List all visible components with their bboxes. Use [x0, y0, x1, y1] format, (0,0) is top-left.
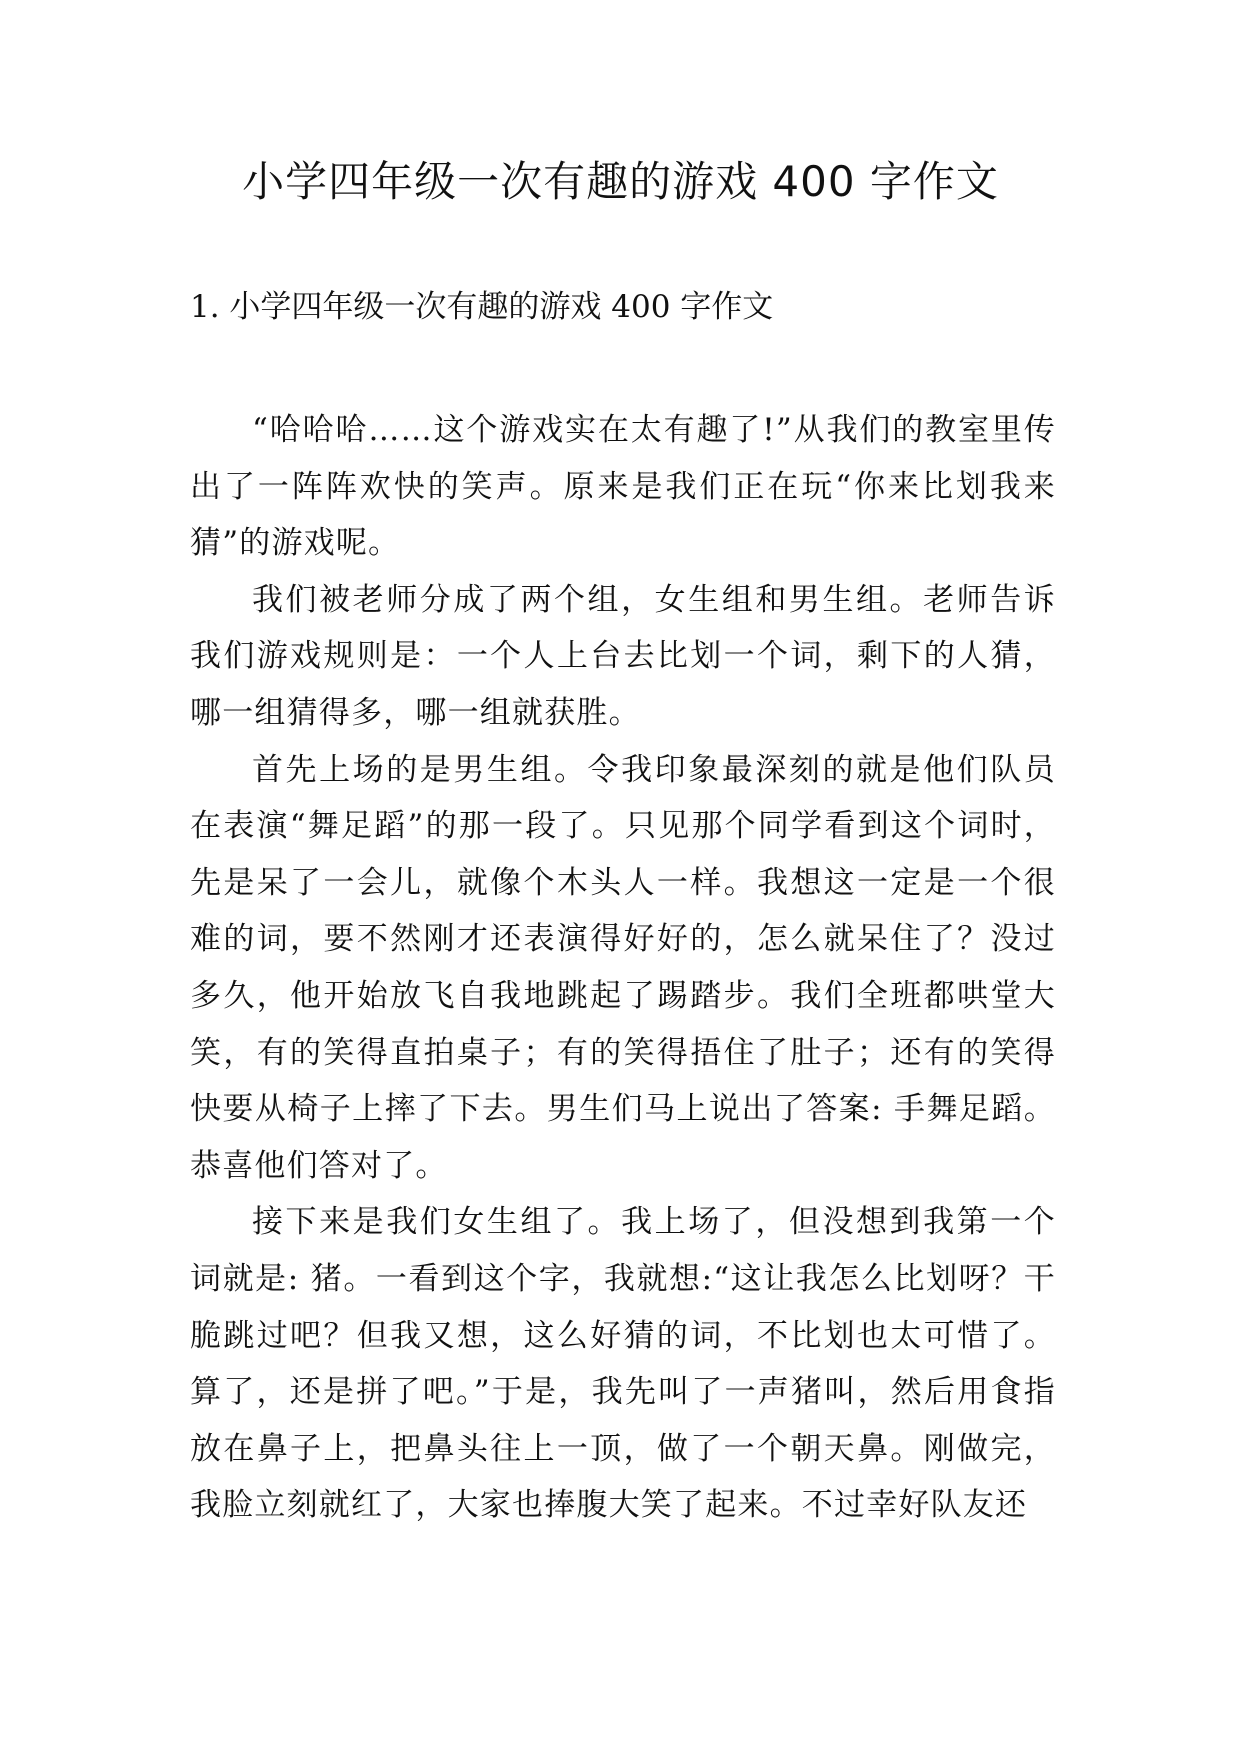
paragraph-1: “哈哈哈……这个游戏实在太有趣了!”从我们的教室里传出了一阵阵欢快的笑声。原来是我们正在玩“你来比划我来猜”的游戏呢。 [190, 412, 1056, 562]
section-heading: 1. 小学四年级一次有趣的游戏 400 字作文 [190, 289, 774, 325]
paragraph-4: 接下来是我们女生组了。我上场了，但没想到我第一个词就是: 猪。一看到这个字，我就想:“这让我怎么比划呀？干脆跳过吧？但我又想，这么好猜的词，不比划也太可惜了。算了，还是拼了吧。”于是，我先叫了一声猪叫，然后用食指放在鼻子上，把鼻头往上一顶，做了一个朝天鼻。刚做完，我脸立刻就红了，大家也捧腹大笑了起来。不过幸好队友还 [190, 1204, 1056, 1524]
paragraph-3: 首先上场的是男生组。令我印象最深刻的就是他们队员在表演“舞足蹈”的那一段了。只见那个同学看到这个词时，先是呆了一会儿，就像个木头人一样。我想这一定是一个很难的词，要不然刚才还表演得好好的，怎么就呆住了？没过多久，他开始放飞自我地跳起了踢踏步。我们全班都哄堂大笑，有的笑得直拍桌子；有的笑得捂住了肚子；还有的笑得快要从椅子上摔了下去。男生们马上说出了答案: 手舞足蹈。恭喜他们答对了。 [190, 751, 1056, 1184]
document-title: 小学四年级一次有趣的游戏 400 字作文 [242, 157, 999, 206]
paragraph-2: 我们被老师分成了两个组，女生组和男生组。老师告诉我们游戏规则是：一个人上台去比划一个词，剩下的人猜，哪一组猜得多，哪一组就获胜。 [190, 581, 1056, 731]
essay-body [190, 402, 1056, 1534]
